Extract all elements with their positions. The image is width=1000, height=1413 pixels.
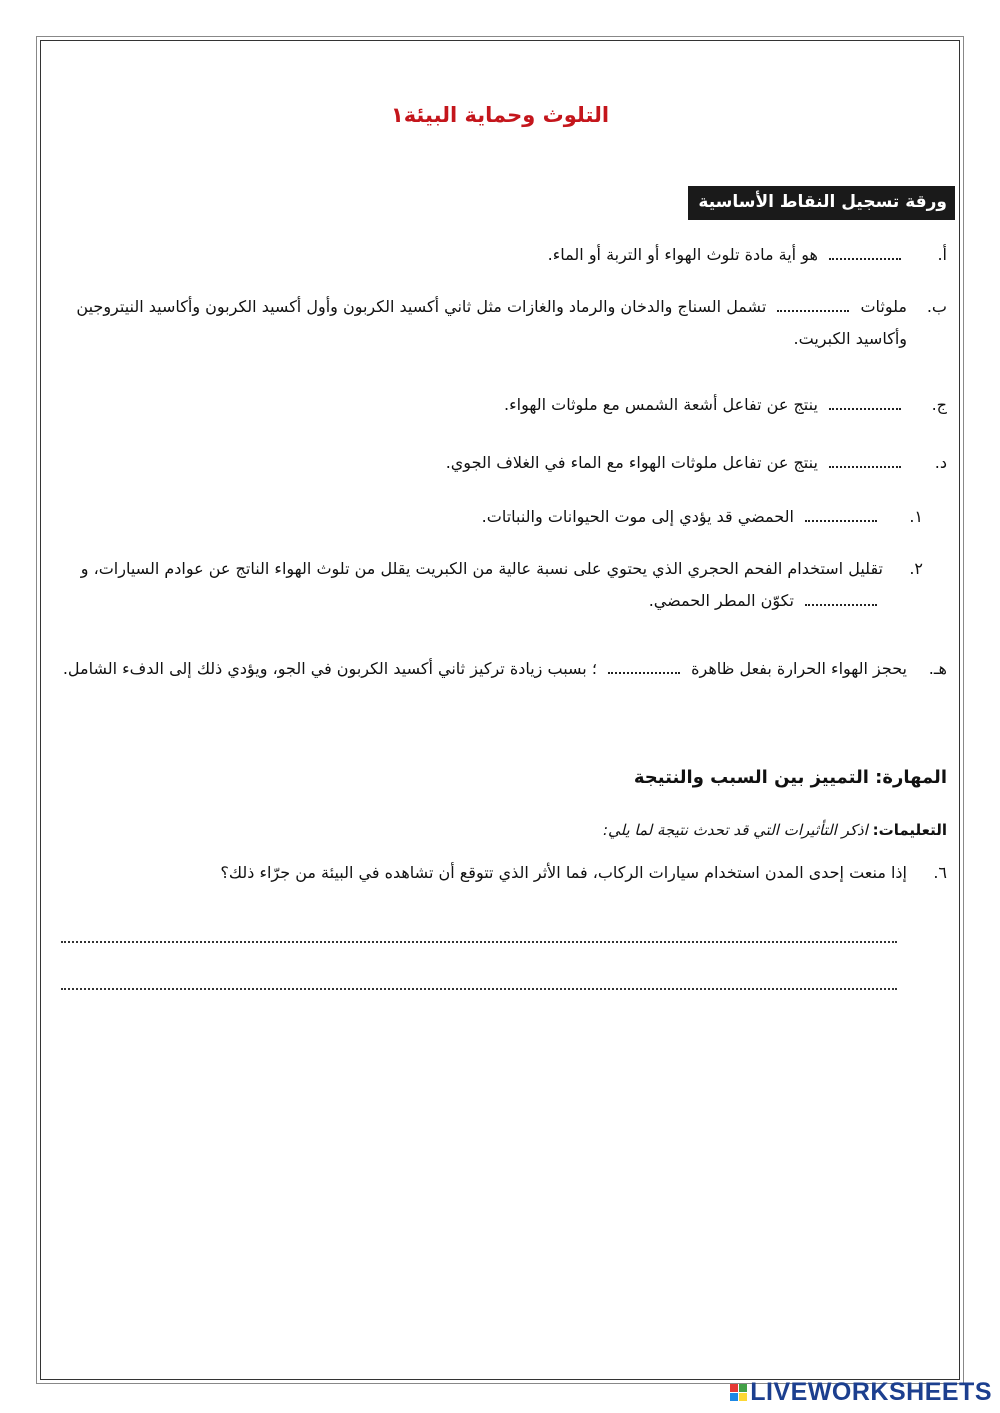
blank-input[interactable] [829,400,901,410]
item-d [47,447,947,479]
question-6 [47,863,947,882]
item-sentence-start: يحجز الهواء الحرارة بفعل ظاهرة [691,659,907,678]
item-sentence: تشمل السناج والدخان والرماد والغازات مثل ثاني أكسيد الكربون وأول أكسيد الكربون وأكاسيد النيتروجين وأكاسيد الكبريت. [76,297,907,348]
page-title: التلوث وحماية البيئة١ [390,103,610,127]
question-marker: ٦. [933,863,947,882]
item-sentence-start: تقليل استخدام الفحم الحجري الذي يحتوي على نسبة عالية من الكبريت يقلل من تلوث الهواء الناتج عن عوادم السيارات، و [80,559,883,578]
question-text: إذا منعت إحدى المدن استخدام سيارات الركاب، فما الأثر الذي تتوقع أن تشاهده في البيئة من جرّاء ذلك؟ [220,863,907,882]
section-heading: ورقة تسجيل النقاط الأساسية [688,186,955,220]
logo-square [739,1393,747,1401]
item-text [47,239,907,271]
item-marker: ب. [926,297,947,316]
item-sentence: ؛ بسبب زيادة تركيز ثاني أكسيد الكربون في الجو، ويؤدي ذلك إلى الدفء الشامل. [62,659,597,678]
blank-input[interactable] [805,512,877,522]
item-text [47,653,907,685]
item-c [47,389,947,421]
blank-input[interactable] [777,302,849,312]
instructions [603,821,947,839]
item-text [57,291,907,355]
item-marker: ج. [931,395,947,414]
item-sentence: ينتج عن تفاعل ملوثات الهواء مع الماء في الغلاف الجوي. [445,453,818,472]
answer-line[interactable] [61,988,897,990]
item-text [43,501,883,533]
worksheet-page [40,40,960,1380]
instructions-text: اذكر التأثيرات التي قد تحدث نتيجة لما يلي: [602,821,868,839]
item-marker: ٢. [909,559,923,578]
item-marker: أ. [937,245,947,264]
instructions-label: التعليمات: [872,821,947,839]
logo-square [730,1393,738,1401]
item-sentence: ينتج عن تفاعل أشعة الشمس مع ملوثات الهواء. [504,395,818,414]
logo-square [739,1384,747,1392]
item-sentence: هو أية مادة تلوث الهواء أو التربة أو الماء. [547,245,818,264]
item-1 [43,501,923,533]
item-marker: ١. [909,507,923,526]
blank-input[interactable] [829,250,901,260]
item-a [47,239,947,271]
item-2 [43,553,923,617]
item-text [47,447,907,479]
logo-grid-icon [730,1384,747,1401]
item-h [47,653,947,685]
logo-text: LIVEWORKSHEETS [750,1377,992,1406]
logo-square [730,1384,738,1392]
answer-line[interactable] [61,941,897,943]
item-b [57,291,947,355]
item-sentence-start: ملوثات [860,297,907,316]
blank-input[interactable] [829,458,901,468]
item-text [47,389,907,421]
item-text [43,553,883,617]
item-marker: د. [934,453,947,472]
item-sentence: تكوّن المطر الحمضي. [648,591,794,610]
blank-input[interactable] [608,664,680,674]
item-sentence: الحمضي قد يؤدي إلى موت الحيوانات والنباتات. [481,507,794,526]
blank-input[interactable] [805,596,877,606]
item-marker: هـ. [928,659,947,678]
skill-heading: المهارة: التمييز بين السبب والنتيجة [633,767,947,788]
liveworksheets-logo[interactable] [730,1377,992,1407]
